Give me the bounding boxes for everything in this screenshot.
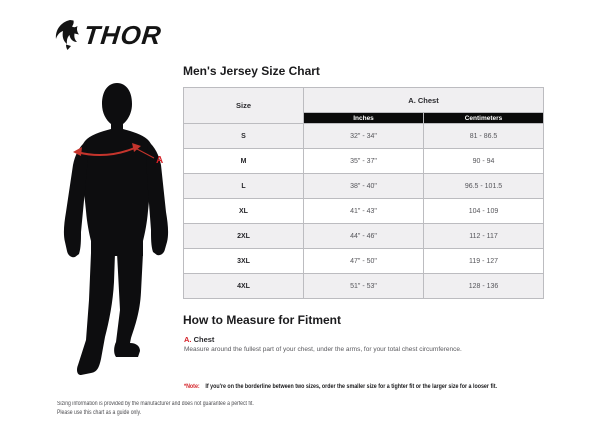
centimeters-value: 112 - 117 [424,224,544,249]
table-row-3xl [184,249,544,274]
centimeters-value: 90 - 94 [424,149,544,174]
table-row-2xl [184,224,544,249]
inches-value: 35" - 37" [304,149,424,174]
size-label: M [184,149,304,174]
size-label: 3XL [184,249,304,274]
chest-arrow-label: A [156,155,164,166]
note-label: *Note: [184,383,200,390]
brand-logo [54,20,162,50]
how-to-measure-heading: How to Measure for Fitment [183,313,342,327]
disclaimer-footer [57,400,254,419]
sizing-note [184,383,497,390]
centimeters-unit-header: Centimeters [424,113,544,124]
size-chart-table [183,87,544,299]
inches-value: 32" - 34" [304,124,424,149]
inches-value: 51" - 53" [304,274,424,299]
centimeters-value: 104 - 109 [424,199,544,224]
body-silhouette [35,80,187,385]
size-label: 4XL [184,274,304,299]
measure-point-label [184,335,214,344]
disclaimer-line-1: Sizing information is provided by the manufacturer and does not guarantee a perfect fit. [57,401,254,407]
table-row-m [184,149,544,174]
table-row-4xl [184,274,544,299]
table-row-l [184,174,544,199]
disclaimer-line-2: Please use this chart as a guide only. [57,410,142,417]
chest-group-header: A. Chest [304,88,544,113]
inches-value: 47" - 50" [304,249,424,274]
centimeters-value: 128 - 136 [424,274,544,299]
page-title: Men's Jersey Size Chart [183,64,320,78]
centimeters-value: 81 - 86.5 [424,124,544,149]
thor-goat-icon [54,20,81,50]
centimeters-value: 96.5 - 101.5 [424,174,544,199]
inches-value: 38" - 40" [304,174,424,199]
size-label: 2XL [184,224,304,249]
table-row-xl [184,199,544,224]
table-row-s [184,124,544,149]
size-label: L [184,174,304,199]
centimeters-value: 119 - 127 [424,249,544,274]
brand-wordmark: THOR [82,20,164,50]
inches-value: 44" - 46" [304,224,424,249]
measure-point-letter: A. [184,335,192,344]
body-silhouette-figure [35,80,187,385]
inches-value: 41" - 43" [304,199,424,224]
inches-unit-header: Inches [304,113,424,124]
measure-description: Measure around the fullest part of your chest, under the arms, for your total chest circumference. [184,346,462,353]
measure-point-name: Chest [193,335,215,344]
size-column-header: Size [184,88,304,124]
size-label: S [184,124,304,149]
size-label: XL [184,199,304,224]
note-text: If you're on the borderline between two sizes, order the smaller size for a tighter fit or the larger size for a looser fit. [205,383,497,390]
